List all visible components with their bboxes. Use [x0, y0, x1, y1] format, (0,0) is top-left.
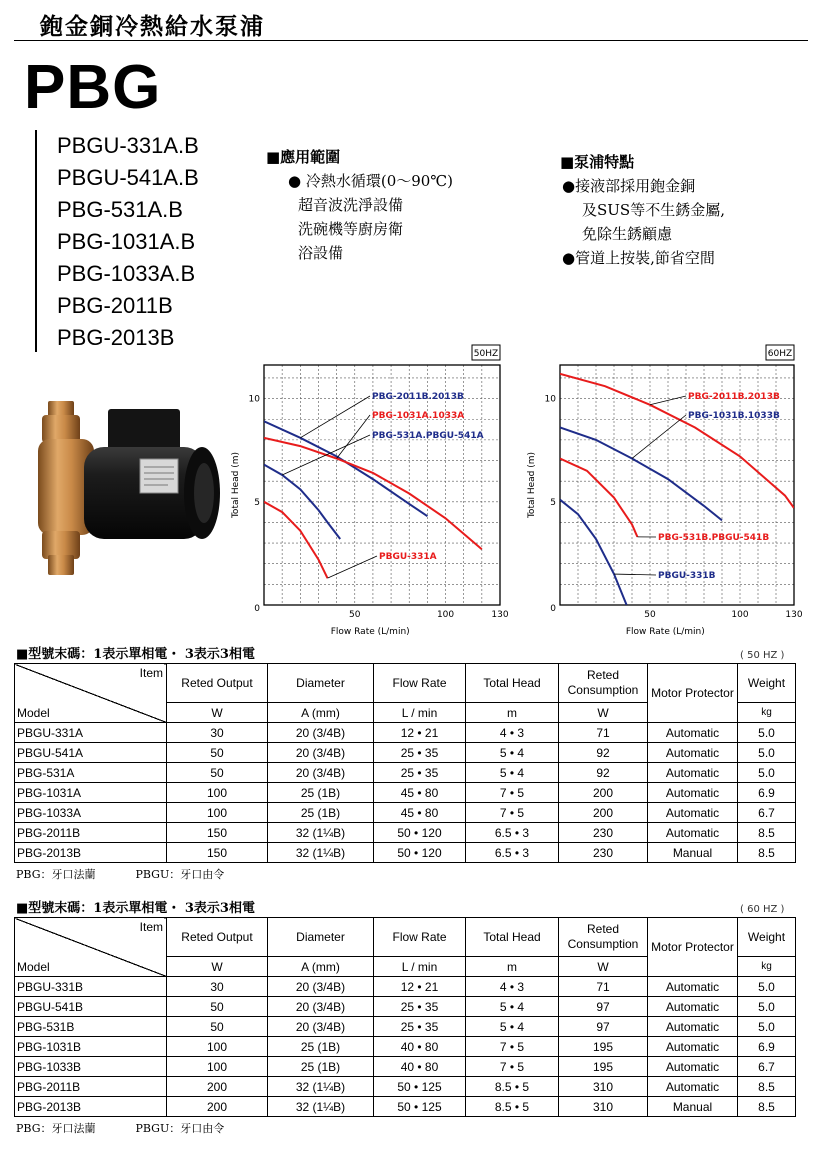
- features-note: [560, 150, 725, 270]
- model-cell: PBGU-331B: [15, 977, 167, 997]
- table-cell: 12 • 21: [374, 977, 466, 997]
- table-cell: 8.5: [738, 843, 796, 863]
- model-label: Model: [17, 706, 50, 720]
- features-line: 免除生銹顧慮: [582, 225, 673, 243]
- table-cell: 32 (1¼B): [268, 823, 374, 843]
- table-cell: 30: [167, 977, 268, 997]
- y-tick-label: 10: [544, 394, 556, 405]
- table-cell: 25 • 35: [374, 743, 466, 763]
- footnote-pbg: PBG：牙口法蘭: [16, 1122, 96, 1135]
- model-cell: PBGU-331A: [15, 723, 167, 743]
- frequency-badge: [472, 345, 500, 360]
- table-cell: Automatic: [648, 997, 738, 1017]
- table-cell: 310: [559, 1077, 648, 1097]
- series-label: PBG-1031B.1033B: [688, 411, 780, 421]
- table-cell: Automatic: [648, 1057, 738, 1077]
- application-line: 浴設備: [298, 244, 344, 262]
- table-cell: 50: [167, 997, 268, 1017]
- table-cell: 50 • 120: [374, 823, 466, 843]
- table-cell: 7 • 5: [466, 803, 559, 823]
- table-cell: 200: [559, 783, 648, 803]
- table-cell: 5.0: [738, 997, 796, 1017]
- x-tick-label: 100: [731, 610, 749, 620]
- table-cell: 4 • 3: [466, 723, 559, 743]
- y-tick-label: 5: [254, 497, 260, 508]
- hz-label-50: ( 50 HZ ): [740, 650, 785, 661]
- column-header: Reted Output: [167, 664, 268, 703]
- table-cell: 200: [167, 1077, 268, 1097]
- column-header: Total Head: [466, 918, 559, 957]
- title-divider: [14, 40, 808, 41]
- model-cell: PBG-1033B: [15, 1057, 167, 1077]
- spec-table-60hz: [14, 917, 796, 1117]
- column-header: Weight: [738, 918, 796, 957]
- table-cell: 195: [559, 1037, 648, 1057]
- table-cell: 8.5: [738, 1077, 796, 1097]
- y-tick-label: 10: [248, 394, 260, 405]
- pump-curve-chart-50hz: [222, 343, 509, 643]
- footnote-pbgu: PBGU：牙口由令: [135, 1122, 225, 1135]
- table-cell: 5 • 4: [466, 743, 559, 763]
- model-cell: PBG-1031A: [15, 783, 167, 803]
- table-cell: 50: [167, 743, 268, 763]
- model-cell: PBG-2013B: [15, 1097, 167, 1117]
- table-cell: 100: [167, 1057, 268, 1077]
- table-cell: 230: [559, 843, 648, 863]
- y-tick-label: 0: [550, 604, 556, 614]
- table-cell: 20 (3/4B): [268, 763, 374, 783]
- table-row: [15, 803, 796, 823]
- table-cell: 40 • 80: [374, 1057, 466, 1077]
- table-cell: Automatic: [648, 763, 738, 783]
- footnote-pbg: PBG：牙口法蘭: [16, 868, 96, 881]
- unit-cell: W: [559, 957, 648, 977]
- table-cell: 5 • 4: [466, 997, 559, 1017]
- unit-cell: A (mm): [268, 957, 374, 977]
- table-footnote-50hz: [16, 866, 224, 882]
- table-cell: 5.0: [738, 1017, 796, 1037]
- table-cell: 32 (1¼B): [268, 1077, 374, 1097]
- pump-curve-chart-60hz: [516, 343, 806, 643]
- table-row: [15, 997, 796, 1017]
- model-cell: PBG-1033A: [15, 803, 167, 823]
- spec-table-50hz: [14, 663, 796, 863]
- table-footnote-60hz: [16, 1120, 224, 1136]
- x-tick-label: 130: [785, 610, 803, 620]
- model-cell: PBGU-541A: [15, 743, 167, 763]
- table-cell: 32 (1¼B): [268, 843, 374, 863]
- application-line: ● 冷熱水循環(0～90℃): [288, 172, 453, 190]
- item-label: Item: [139, 666, 163, 680]
- table-cell: 71: [559, 723, 648, 743]
- application-note: [266, 145, 453, 265]
- table-cell: 20 (3/4B): [268, 743, 374, 763]
- page-title: 鉋金銅冷熱給水泵浦: [40, 13, 265, 40]
- table-cell: 45 • 80: [374, 783, 466, 803]
- application-line: 洗碗機等廚房衛: [298, 220, 404, 238]
- unit-cell: L / min: [374, 957, 466, 977]
- column-header: Motor Protector: [648, 664, 738, 723]
- table-cell: 5 • 4: [466, 763, 559, 783]
- series-leader-line: [632, 415, 686, 458]
- table-row: [15, 1017, 796, 1037]
- table-cell: 5.0: [738, 977, 796, 997]
- series-leader-line: [300, 396, 370, 438]
- column-header: Diameter: [268, 918, 374, 957]
- model-item: PBG-2013B: [57, 325, 175, 350]
- model-cell: PBG-2011B: [15, 1077, 167, 1097]
- item-label: Item: [139, 920, 163, 934]
- table-cell: 25 (1B): [268, 1057, 374, 1077]
- unit-cell: W: [167, 957, 268, 977]
- table-row: [15, 843, 796, 863]
- model-cell: PBG-2013B: [15, 843, 167, 863]
- table-cell: 7 • 5: [466, 1057, 559, 1077]
- table-cell: 8.5: [738, 1097, 796, 1117]
- model-item: PBG-1031A.B: [57, 229, 196, 254]
- table-row: [15, 783, 796, 803]
- table-cell: 6.5 • 3: [466, 843, 559, 863]
- table-cell: Automatic: [648, 1037, 738, 1057]
- table-row: [15, 763, 796, 783]
- table-row: [15, 823, 796, 843]
- features-heading: ■泵浦特點: [560, 153, 635, 171]
- model-cell: PBG-531B: [15, 1017, 167, 1037]
- series-label: PBG-531A.PBGU-541A: [372, 431, 484, 441]
- table-cell: Automatic: [648, 1077, 738, 1097]
- table-cell: 100: [167, 783, 268, 803]
- table-cell: 25 • 35: [374, 1017, 466, 1037]
- frequency-label: 60HZ: [767, 349, 793, 359]
- unit-cell: L / min: [374, 703, 466, 723]
- table-cell: Manual: [648, 1097, 738, 1117]
- table-cell: 20 (3/4B): [268, 977, 374, 997]
- table-row: [15, 1037, 796, 1057]
- model-cell: PBGU-541B: [15, 997, 167, 1017]
- table-cell: 7 • 5: [466, 1037, 559, 1057]
- series-line: [560, 428, 722, 521]
- y-tick-label: 5: [550, 497, 556, 508]
- table-cell: 50 • 120: [374, 843, 466, 863]
- series-label: PBGU-331A: [379, 552, 437, 562]
- table-cell: 150: [167, 823, 268, 843]
- model-item: PBG-1033A.B: [57, 261, 196, 286]
- table-cell: 25 • 35: [374, 763, 466, 783]
- series-label: PBGU-331B: [658, 571, 716, 581]
- table-cell: 40 • 80: [374, 1037, 466, 1057]
- table-cell: 20 (3/4B): [268, 723, 374, 743]
- footnote-pbgu: PBGU：牙口由令: [135, 868, 225, 881]
- model-cell: PBG-531A: [15, 763, 167, 783]
- model-item: PBGU-541A.B: [57, 165, 199, 190]
- table-cell: 71: [559, 977, 648, 997]
- table-cell: 6.9: [738, 783, 796, 803]
- series-line: [560, 459, 637, 537]
- x-tick-label: 130: [491, 610, 509, 620]
- table-cell: 45 • 80: [374, 803, 466, 823]
- table-cell: Automatic: [648, 1017, 738, 1037]
- unit-cell: W: [559, 703, 648, 723]
- unit-cell: m: [466, 703, 559, 723]
- item-model-header: [15, 918, 167, 977]
- y-axis-label: Total Head (m): [527, 451, 537, 519]
- x-tick-label: 100: [436, 610, 455, 620]
- model-item: PBG-2011B: [57, 293, 173, 318]
- frequency-badge: [766, 345, 794, 360]
- model-item: PBG-531A.B: [57, 197, 183, 222]
- table-cell: 8.5 • 5: [466, 1077, 559, 1097]
- model-list: [57, 130, 199, 354]
- table-cell: Automatic: [648, 823, 738, 843]
- series-label: PBG-1031A.1033A: [372, 411, 465, 421]
- column-header: Total Head: [466, 664, 559, 703]
- table-cell: Automatic: [648, 803, 738, 823]
- model-item: PBGU-331A.B: [57, 133, 199, 158]
- table-cell: 8.5: [738, 823, 796, 843]
- features-line: ●管道上按裝,節省空間: [562, 249, 715, 267]
- y-axis-label: Total Head (m): [231, 451, 241, 519]
- table-cell: Automatic: [648, 723, 738, 743]
- unit-cell: A (mm): [268, 703, 374, 723]
- table-cell: 32 (1¼B): [268, 1097, 374, 1117]
- table-row: [15, 977, 796, 997]
- table-cell: 5 • 4: [466, 1017, 559, 1037]
- series-line: [264, 502, 328, 578]
- model-list-rule: [35, 130, 37, 352]
- table-cell: Automatic: [648, 977, 738, 997]
- table-cell: 92: [559, 763, 648, 783]
- model-label: Model: [17, 960, 50, 974]
- table-cell: 25 (1B): [268, 803, 374, 823]
- application-heading: ■應用範圍: [266, 148, 341, 166]
- x-tick-label: 50: [349, 610, 361, 620]
- table-cell: 200: [559, 803, 648, 823]
- features-line: 及SUS等不生銹金屬,: [582, 201, 725, 219]
- table-cell: 25 (1B): [268, 1037, 374, 1057]
- table-cell: 97: [559, 997, 648, 1017]
- table-row: [15, 723, 796, 743]
- table-cell: 50: [167, 763, 268, 783]
- frequency-label: 50HZ: [473, 349, 499, 359]
- table-title-50hz: ■型號末碼：1表示單相電・ 3表示3相電: [16, 647, 255, 662]
- model-cell: PBG-2011B: [15, 823, 167, 843]
- table-cell: Automatic: [648, 743, 738, 763]
- table-cell: 6.5 • 3: [466, 823, 559, 843]
- table-cell: 5.0: [738, 723, 796, 743]
- series-label: PBG-2011B.2013B: [372, 392, 464, 402]
- table-cell: 5.0: [738, 763, 796, 783]
- column-header: Reted Consumption: [559, 918, 648, 957]
- table-row: [15, 1057, 796, 1077]
- pump-product-image: [28, 395, 228, 590]
- table-cell: 7 • 5: [466, 783, 559, 803]
- column-header: Flow Rate: [374, 664, 466, 703]
- series-label: PBG-2011B.2013B: [688, 392, 780, 402]
- y-tick-label: 0: [254, 604, 260, 614]
- table-cell: Automatic: [648, 783, 738, 803]
- table-cell: 230: [559, 823, 648, 843]
- unit-cell: m: [466, 957, 559, 977]
- table-title-60hz: ■型號末碼：1表示單相電・ 3表示3相電: [16, 901, 255, 916]
- table-cell: 6.9: [738, 1037, 796, 1057]
- item-model-header: [15, 664, 167, 723]
- table-cell: 50 • 125: [374, 1077, 466, 1097]
- table-cell: 50 • 125: [374, 1097, 466, 1117]
- x-axis-label: Flow Rate (L/min): [625, 627, 705, 637]
- table-row: [15, 1077, 796, 1097]
- table-cell: 195: [559, 1057, 648, 1077]
- table-cell: 100: [167, 803, 268, 823]
- x-axis-label: Flow Rate (L/min): [330, 627, 410, 637]
- table-cell: 25 (1B): [268, 783, 374, 803]
- series-leader-line: [328, 556, 377, 578]
- table-cell: 50: [167, 1017, 268, 1037]
- application-line: 超音波洗淨設備: [298, 196, 404, 214]
- model-cell: PBG-1031B: [15, 1037, 167, 1057]
- table-row: [15, 1097, 796, 1117]
- table-cell: 5.0: [738, 743, 796, 763]
- table-cell: 6.7: [738, 803, 796, 823]
- unit-cell: W: [167, 703, 268, 723]
- series-label: PBG-531B.PBGU-541B: [658, 533, 770, 543]
- table-cell: 97: [559, 1017, 648, 1037]
- unit-cell: kg: [738, 703, 796, 723]
- table-cell: 150: [167, 843, 268, 863]
- column-header: Diameter: [268, 664, 374, 703]
- column-header: Weight: [738, 664, 796, 703]
- table-row: [15, 743, 796, 763]
- table-cell: 100: [167, 1037, 268, 1057]
- column-header: Flow Rate: [374, 918, 466, 957]
- table-cell: 4 • 3: [466, 977, 559, 997]
- column-header: Motor Protector: [648, 918, 738, 977]
- table-cell: 8.5 • 5: [466, 1097, 559, 1117]
- table-cell: 6.7: [738, 1057, 796, 1077]
- x-tick-label: 50: [644, 610, 656, 620]
- table-cell: 200: [167, 1097, 268, 1117]
- table-cell: 30: [167, 723, 268, 743]
- unit-cell: kg: [738, 957, 796, 977]
- table-cell: 92: [559, 743, 648, 763]
- series-line: [560, 500, 627, 605]
- table-cell: 20 (3/4B): [268, 1017, 374, 1037]
- table-cell: 25 • 35: [374, 997, 466, 1017]
- table-cell: 310: [559, 1097, 648, 1117]
- brand-name: PBG: [24, 53, 162, 122]
- series-leader-line: [337, 415, 370, 458]
- column-header: Reted Consumption: [559, 664, 648, 703]
- hz-label-60: ( 60 HZ ): [740, 904, 785, 915]
- features-line: ●接液部採用鉋金銅: [562, 177, 696, 195]
- table-cell: 20 (3/4B): [268, 997, 374, 1017]
- table-cell: 12 • 21: [374, 723, 466, 743]
- table-cell: Manual: [648, 843, 738, 863]
- column-header: Reted Output: [167, 918, 268, 957]
